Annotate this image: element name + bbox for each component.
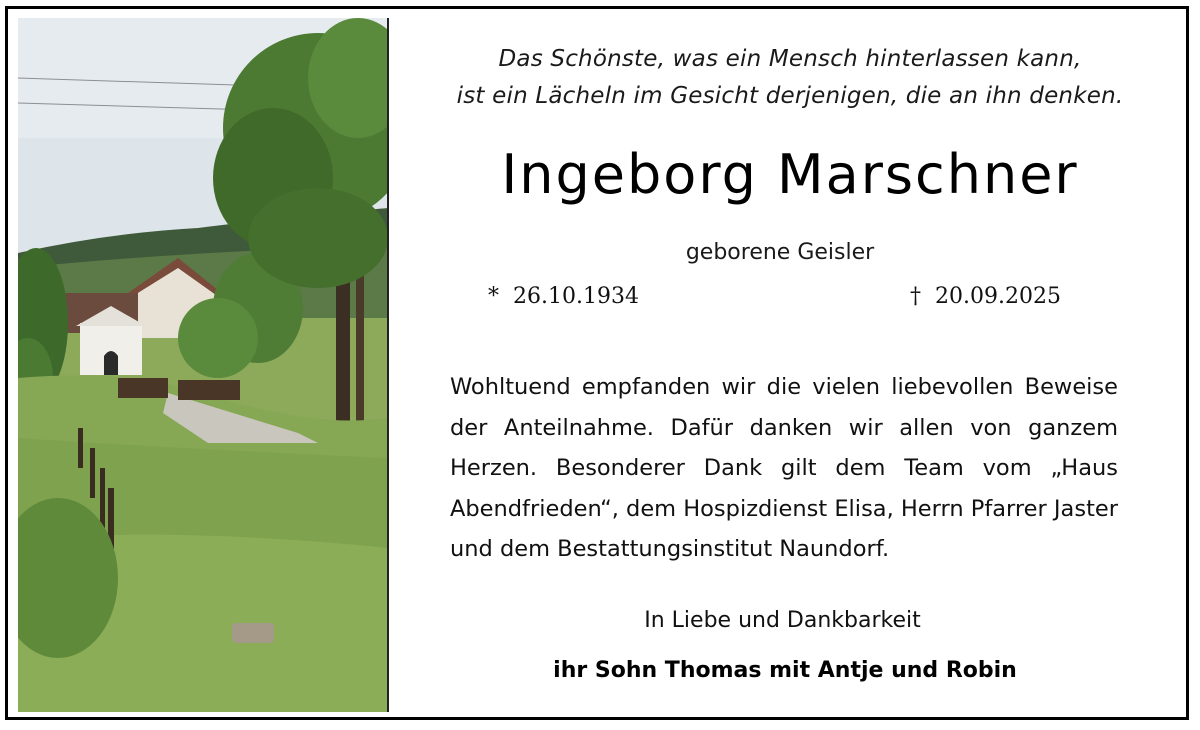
birth-date-value: 26.10.1934 bbox=[513, 284, 639, 309]
quote-line-2: ist ein Lächeln im Gesicht derjenigen, die an ihn denken. bbox=[456, 83, 1124, 109]
birth-symbol: * bbox=[488, 284, 499, 309]
closing-line: In Liebe und Dankbarkeit bbox=[644, 608, 921, 633]
deceased-name: Ingeborg Marschner bbox=[501, 143, 1079, 206]
photo-divider bbox=[387, 18, 389, 712]
landscape-photo bbox=[18, 18, 388, 712]
birth-date bbox=[488, 284, 639, 309]
death-date-value: 20.09.2025 bbox=[935, 284, 1061, 309]
birth-name: geborene Geisler bbox=[685, 240, 875, 265]
death-date bbox=[910, 284, 1061, 309]
death-symbol: † bbox=[910, 284, 921, 309]
quote-line-1: Das Schönste, was ein Mensch hinterlassen kann, bbox=[498, 46, 1082, 72]
thank-you-message: Wohltuend empfanden wir die vielen liebevollen Beweise der Anteilnahme. Dafür danken wir allen von ganzem Herzen. Besonderer Dank gilt dem Team vom „Haus Abendfrieden“, dem Hospizdienst Elisa, Herrn Pfarrer Jaster und dem Bestattungsinstitut Naundorf. bbox=[450, 374, 1118, 562]
signature: ihr Sohn Thomas mit Antje und Robin bbox=[553, 658, 1017, 683]
